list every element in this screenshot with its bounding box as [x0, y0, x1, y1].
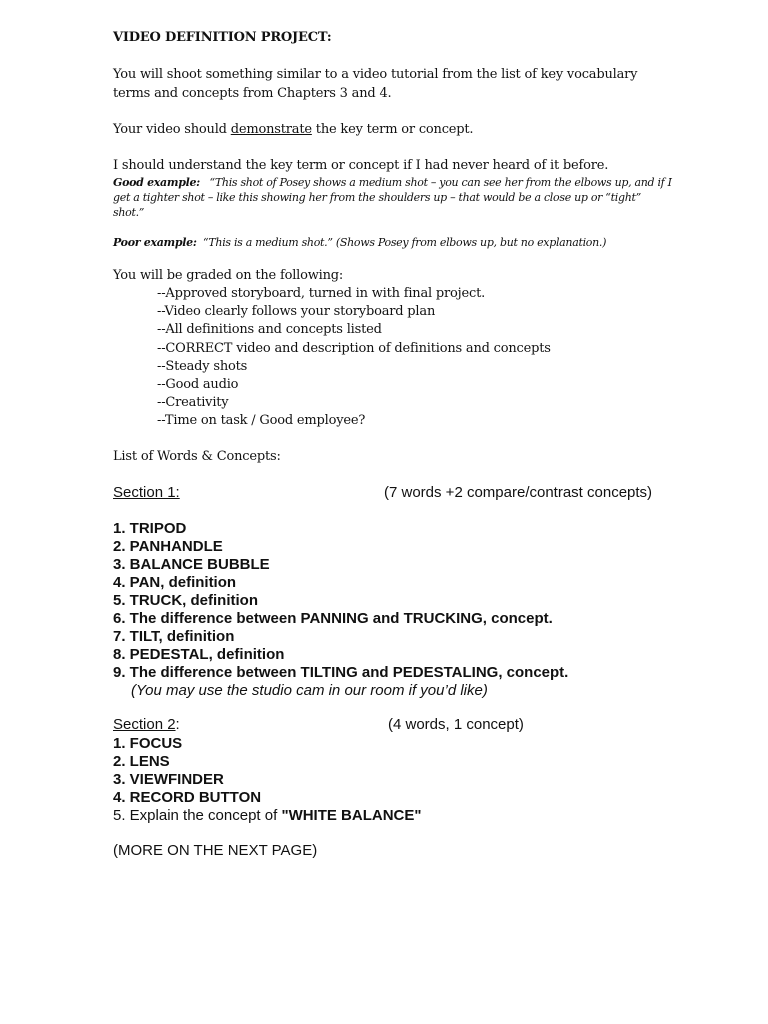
more-next-page: (MORE ON THE NEXT PAGE) — [113, 842, 318, 859]
demonstrate-pre: Your video should — [113, 122, 231, 137]
section-1-item: 4. PAN, definition — [113, 574, 237, 591]
section-1-item: 7. TILT, definition — [113, 628, 235, 645]
section-2-item: 4. RECORD BUTTON — [113, 789, 262, 806]
poor-example-text: “This is a medium shot.” (Shows Posey from elbows up, but no explanation.) — [203, 236, 607, 249]
graded-item: --All definitions and concepts listed — [157, 322, 382, 337]
list-heading: List of Words & Concepts: — [113, 449, 281, 464]
good-example-text-1: “This shot of Posey shows a medium shot – you can see her from the elbows up, and if I — [209, 176, 672, 189]
section-2-label-colon: : — [175, 716, 180, 733]
graded-item: --Steady shots — [157, 359, 248, 374]
section-1-item: 1. TRIPOD — [113, 520, 187, 537]
section-2-label — [113, 716, 180, 733]
section-2-item-5-text: 5. Explain the concept of — [113, 807, 282, 824]
graded-item: --Video clearly follows your storyboard plan — [157, 304, 436, 319]
intro-line-1: You will shoot something similar to a video tutorial from the list of key vocabulary — [113, 67, 638, 82]
section-1-item: 9. The difference between TILTING and PEDESTALING, concept. — [113, 664, 569, 681]
demonstrate-post: the key term or concept. — [311, 122, 474, 137]
good-example-line-1 — [113, 176, 672, 189]
section-2-note: (4 words, 1 concept) — [388, 716, 524, 733]
section-1-item: 5. TRUCK, definition — [113, 592, 258, 609]
section-2-item: 2. LENS — [113, 753, 170, 770]
good-example-line-2: get a tighter shot – like this showing her from the shoulders up – that would be a close up or “tight” — [113, 191, 641, 204]
graded-item: --Time on task / Good employee? — [157, 413, 366, 428]
graded-item: --Good audio — [157, 377, 239, 392]
studio-note: (You may use the studio cam in our room if you’d like) — [131, 682, 488, 699]
demonstrate-word: demonstrate — [230, 122, 312, 137]
section-1-note: (7 words +2 compare/contrast concepts) — [384, 484, 653, 501]
section-2-item: 3. VIEWFINDER — [113, 771, 224, 788]
section-1-item: 3. BALANCE BUBBLE — [113, 556, 270, 573]
graded-item: --Creativity — [157, 395, 229, 410]
section-1-label: Section 1: — [113, 484, 180, 501]
graded-item: --CORRECT video and description of definitions and concepts — [157, 341, 551, 356]
section-2-item-5 — [113, 807, 422, 824]
intro-line-2: terms and concepts from Chapters 3 and 4. — [113, 86, 392, 101]
page-title: VIDEO DEFINITION PROJECT: — [113, 30, 332, 45]
good-example-label: Good example: — [113, 176, 200, 189]
poor-example-line — [113, 236, 606, 249]
poor-example-label: Poor example: — [113, 236, 197, 249]
white-balance-term: "WHITE BALANCE" — [281, 807, 422, 824]
demonstrate-line — [113, 122, 473, 137]
good-example-line-3: shot.” — [113, 206, 145, 219]
understand-line: I should understand the key term or concept if I had never heard of it before. — [113, 158, 609, 173]
graded-heading: You will be graded on the following: — [113, 268, 344, 283]
section-1-item: 8. PEDESTAL, definition — [113, 646, 285, 663]
section-1-item: 6. The difference between PANNING and TRUCKING, concept. — [113, 610, 553, 627]
graded-item: --Approved storyboard, turned in with final project. — [157, 286, 486, 301]
section-1-item: 2. PANHANDLE — [113, 538, 223, 555]
section-2-label-text: Section 2 — [113, 716, 176, 733]
section-2-item: 1. FOCUS — [113, 735, 183, 752]
